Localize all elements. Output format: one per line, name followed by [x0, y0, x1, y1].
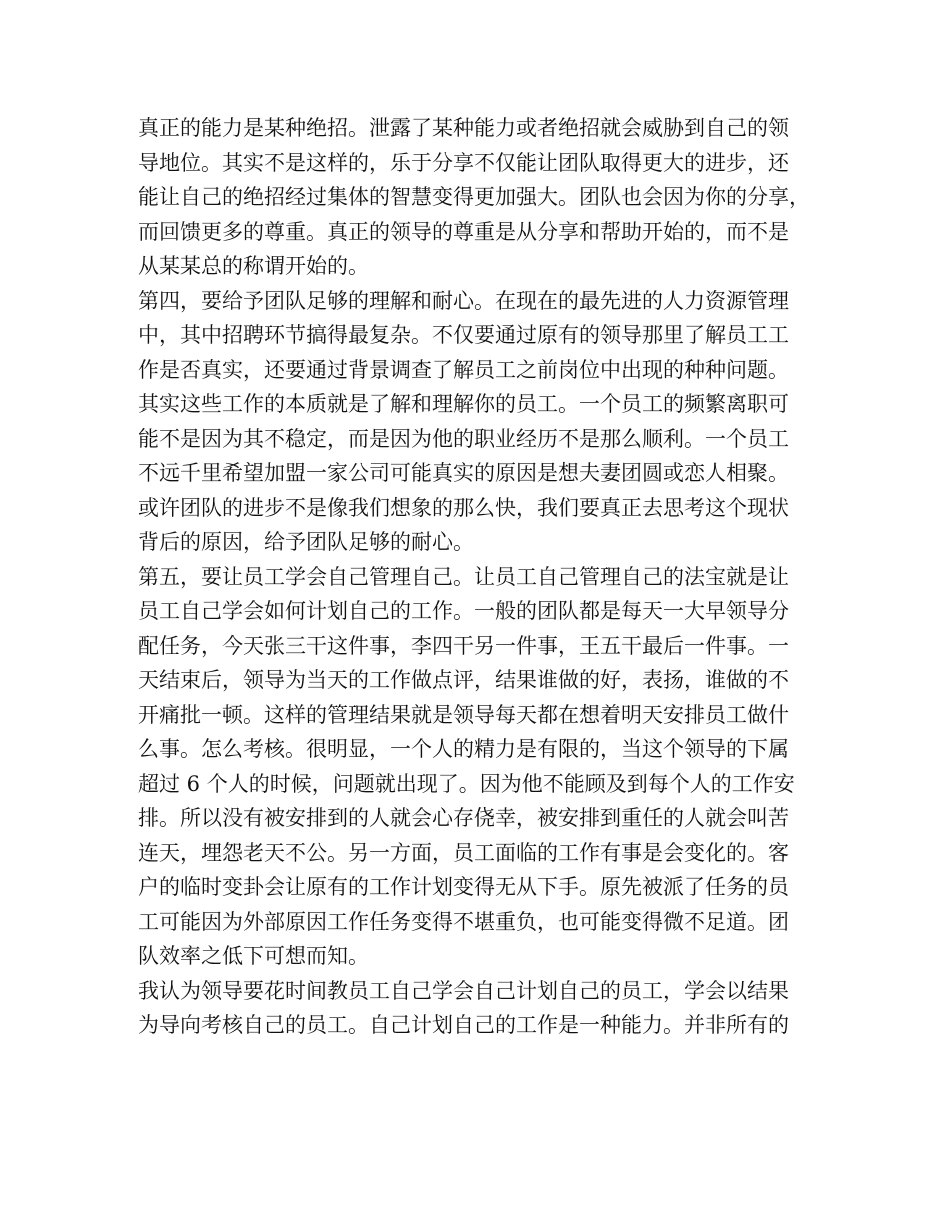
text-line-25: 队效率之低下可想而知。: [138, 944, 369, 968]
text-line-22: 连天，埋怨老天不公。另一方面，员工面临的工作有事是会变化的。客: [138, 840, 789, 865]
text-line-26: 我认为领导要花时间教员工自己学会自己计划自己的员工，学会以结果: [138, 978, 789, 1003]
text-line-5: 从某某总的称谓开始的。: [138, 254, 369, 278]
text-line-24: 工可能因为外部原因工作任务变得不堪重负，也可能变得微不足道。团: [138, 909, 789, 934]
text-line-16: 配任务，今天张三干这件事，李四干另一件事，王五干最后一件事。一: [138, 633, 789, 658]
text-line-19: 么事。怎么考核。很明显，一个人的精力是有限的，当这个领导的下属: [138, 737, 789, 761]
text-line-10: 能不是因为其不稳定，而是因为他的职业经历不是那么顺利。一个员工: [138, 426, 789, 451]
text-line-14: 第五，要让员工学会自己管理自己。让员工自己管理自己的法宝就是让: [138, 564, 789, 589]
text-line-4: 而回馈更多的尊重。真正的领导的尊重是从分享和帮助开始的，而不是: [138, 219, 789, 244]
text-line-17: 天结束后，领导为当天的工作做点评，结果谁做的好，表扬，谁做的不: [138, 668, 789, 692]
text-line-13: 背后的原因，给予团队足够的耐心。: [138, 530, 474, 554]
text-line-9: 其实这些工作的本质就是了解和理解你的员工。一个员工的频繁离职可: [138, 392, 789, 416]
text-line-7: 中，其中招聘环节搞得最复杂。不仅要通过原有的领导那里了解员工工: [138, 323, 789, 347]
text-line-1: 真正的能力是某种绝招。泄露了某种能力或者绝招就会威胁到自己的领: [138, 116, 789, 140]
text-line-2: 导地位。其实不是这样的，乐于分享不仅能让团队取得更大的进步，还: [138, 150, 789, 175]
text-line-15: 员工自己学会如何计划自己的工作。一般的团队都是每天一大早领导分: [138, 599, 789, 623]
text-line-3: 能让自己的绝招经过集体的智慧变得更加强大。团队也会因为你的分享，: [138, 185, 810, 209]
text-line-20: 超过 6 个人的时候，问题就出现了。因为他不能顾及到每个人的工作安: [138, 771, 795, 796]
text-line-6: 第四，要给予团队足够的理解和耐心。在现在的最先进的人力资源管理: [138, 288, 789, 313]
body-text: [138, 111, 838, 1043]
text-line-23: 户的临时变卦会让原有的工作计划变得无从下手。原先被派了任务的员: [138, 875, 789, 899]
text-line-11: 不远千里希望加盟一家公司可能真实的原因是想夫妻团圆或恋人相聚。: [138, 461, 789, 485]
text-line-21: 排。所以没有被安排到的人就会心存侥幸，被安排到重任的人就会叫苦: [138, 806, 789, 830]
text-line-12: 或许团队的进步不是像我们想象的那么快，我们要真正去思考这个现状: [138, 495, 789, 520]
text-line-8: 作是否真实，还要通过背景调查了解员工之前岗位中出现的种种问题。: [138, 357, 789, 382]
text-line-18: 开痛批一顿。这样的管理结果就是领导每天都在想着明天安排员工做什: [138, 702, 789, 727]
text-line-27: 为导向考核自己的员工。自己计划自己的工作是一种能力。并非所有的: [138, 1013, 789, 1037]
